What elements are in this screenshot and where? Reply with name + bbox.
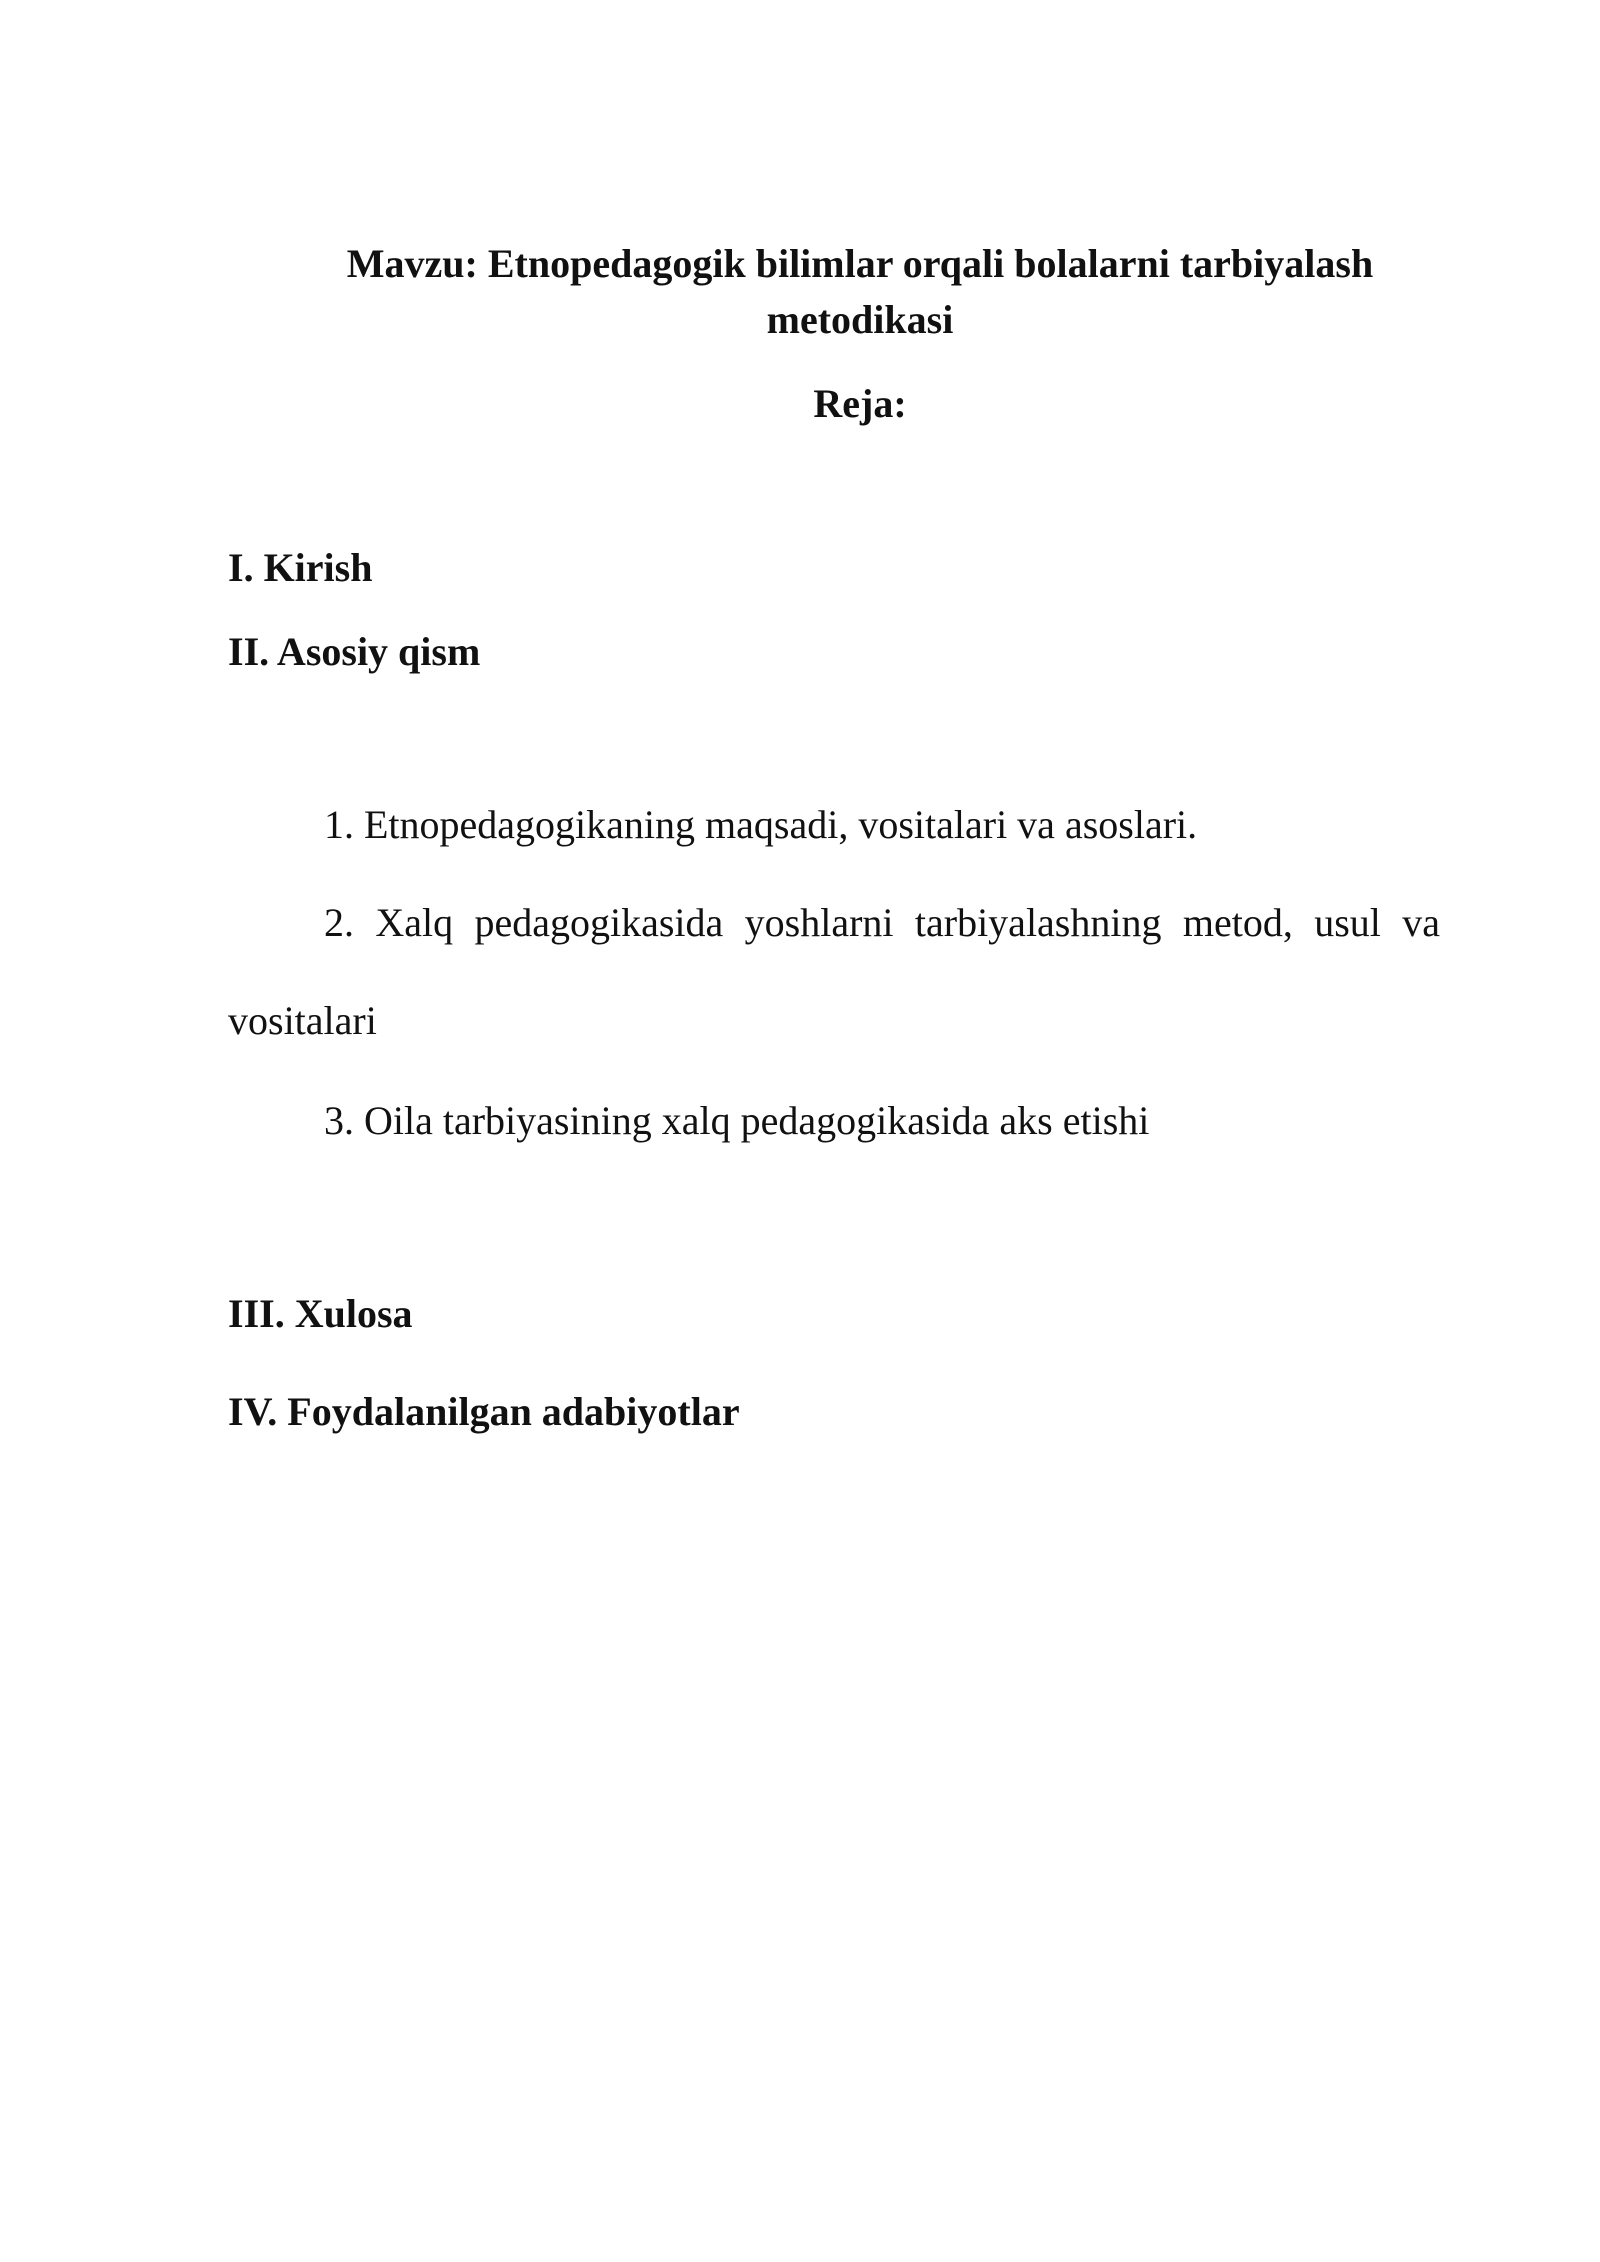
section-introduction: I. Kirish: [228, 545, 373, 590]
section-references: IV. Foydalanilgan adabiyotlar: [228, 1389, 740, 1434]
plan-heading: Reja:: [813, 381, 907, 426]
section-main-part: II. Asosiy qism: [228, 629, 481, 674]
plan-item-3: 3. Oila tarbiyasining xalq pedagogikasida aks etishi: [324, 1098, 1150, 1143]
section-conclusion: III. Xulosa: [228, 1291, 413, 1336]
document-title: Mavzu: Etnopedagogik bilimlar orqali bolalarni tarbiyalash metodikasi: [346, 241, 1374, 342]
plan-item-2: 2. Xalq pedagogikasida yoshlarni tarbiyalashning metod, usul va vositalari: [228, 900, 1440, 1043]
plan-item-1: 1. Etnopedagogikaning maqsadi, vositalari va asoslari.: [324, 802, 1198, 847]
